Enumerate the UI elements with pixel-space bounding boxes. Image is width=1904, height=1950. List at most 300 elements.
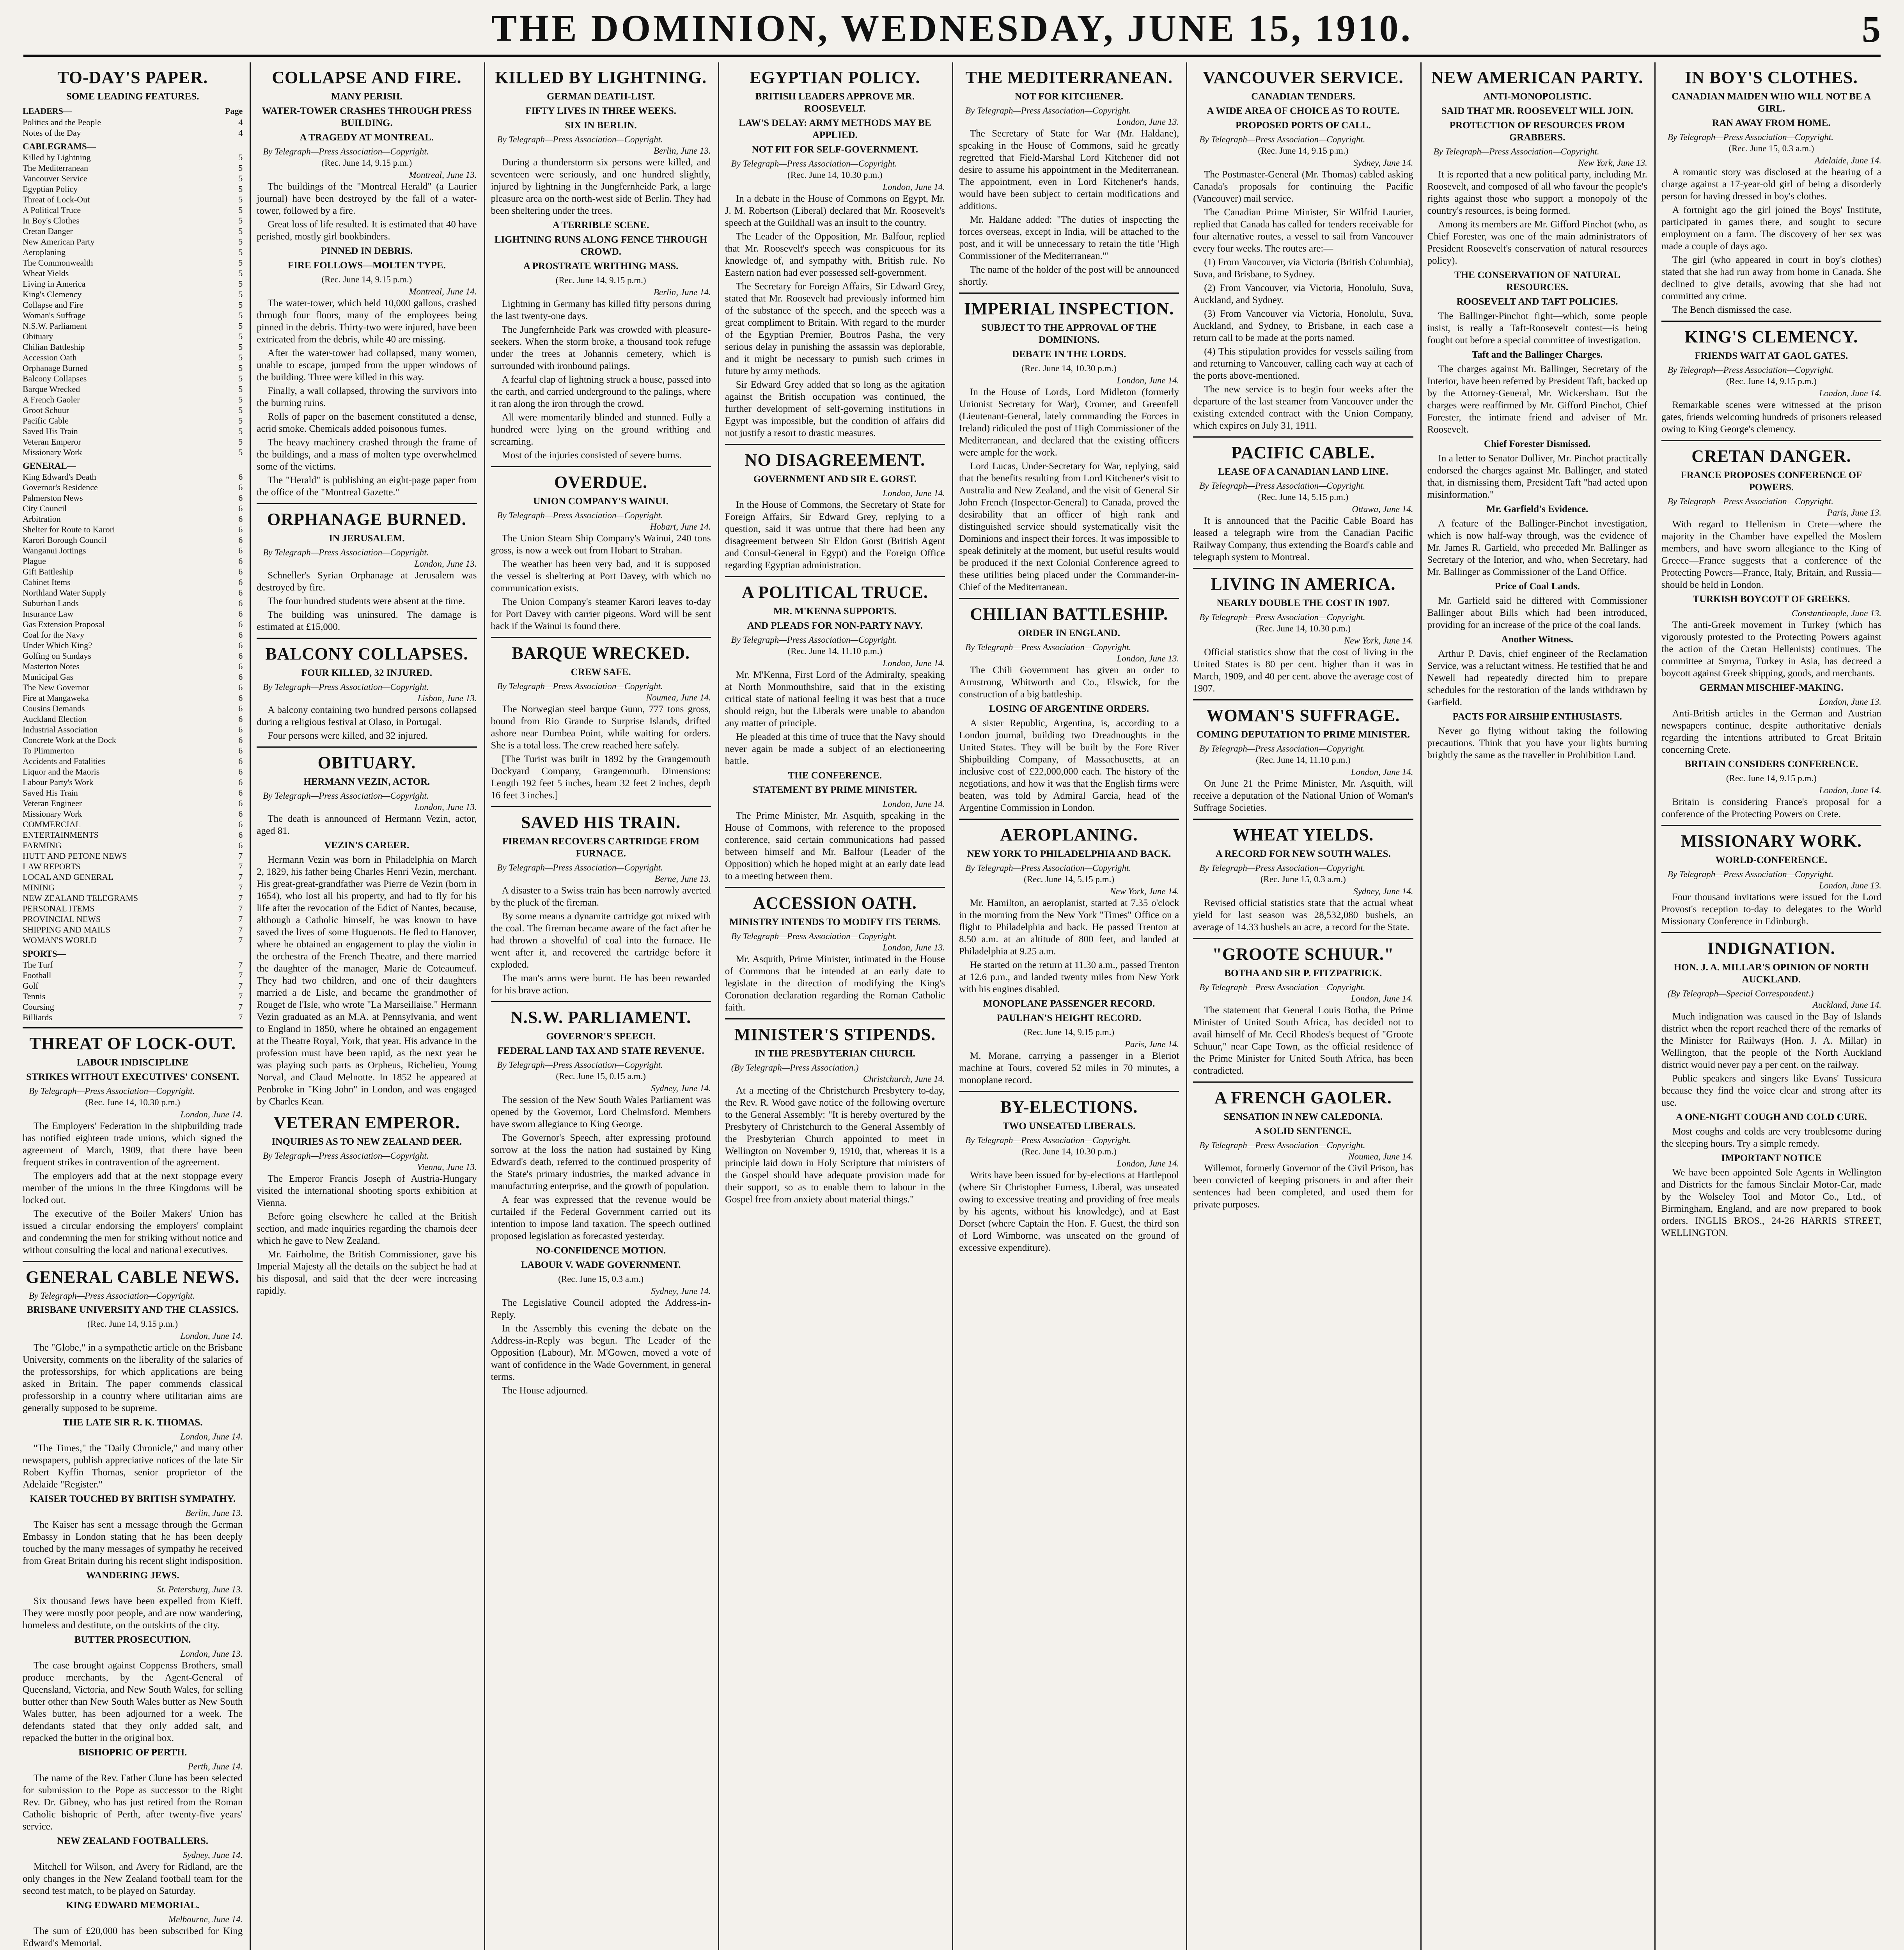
byline: By Telegraph—Press Association—Copyright.: [1199, 744, 1365, 753]
toc-row: [23, 924, 243, 935]
toc-page: 6: [238, 777, 243, 787]
byline: By Telegraph—Press Association—Copyright.: [263, 147, 429, 156]
toc-label: Cretan Danger: [23, 226, 73, 236]
paragraph: (3) From Vancouver via Victoria, Honolulu, Suva, Auckland, and Sydney, to Brisbane, in each case a return call to be made at the ports named.: [1193, 308, 1413, 343]
toc-page: 6: [238, 472, 243, 482]
article-separator: [1193, 819, 1413, 820]
toc-row: [23, 472, 243, 482]
paragraph: In a letter to Senator Dolliver, Mr. Pinchot practically endorsed the charges against Mr. Ballinger, and stated that, in dismissing them, President Taft "had acted upon misinformation.": [1427, 453, 1647, 500]
dateline: New York, June 13.: [1578, 158, 1647, 168]
toc-row: [23, 289, 243, 300]
toc-row: [23, 514, 243, 524]
subheading: Taft and the Ballinger Charges.: [1471, 349, 1603, 360]
toc-page: 7: [238, 872, 243, 882]
toc-label: Saved His Train: [23, 426, 78, 436]
toc-row: [23, 745, 243, 756]
toc-row: [23, 872, 243, 882]
paragraph: Anti-British articles in the German and Austrian newspapers continue, despite authoritative denials regarding the intentions attributed to Great Britain concerning Crete.: [1661, 708, 1881, 755]
subheading: CREW SAFE.: [571, 667, 631, 677]
subheading: FEDERAL LAND TAX AND STATE REVENUE.: [497, 1046, 704, 1056]
toc-label: Tennis: [23, 991, 46, 1001]
paragraph: A fortnight ago the girl joined the Boys' Institute, participated in games there, and sought to secure employment on a farm. The discovery of her sex was made a couple of days ago.: [1661, 205, 1881, 252]
toc-row: [23, 893, 243, 903]
dateline: London, June 13.: [1819, 697, 1881, 707]
subheading: BOTHA AND SIR P. FITZPATRICK.: [1224, 968, 1382, 979]
paragraph: A fear was expressed that the revenue would be curtailed if the Federal Government carried out its intention to impose land taxation. The speech outlined proposed legislation as forecasted yesterday.: [491, 1195, 711, 1241]
dateline: Sydney, June 14.: [1353, 886, 1413, 896]
headline: TO-DAY'S PAPER.: [57, 68, 208, 87]
subheading: PACTS FOR AIRSHIP ENTHUSIASTS.: [1452, 711, 1622, 722]
subheading: PINNED IN DEBRIS.: [321, 246, 413, 256]
column-3: [484, 62, 718, 1950]
toc-page: 7: [238, 883, 243, 892]
dateline: London, June 14.: [1819, 785, 1881, 795]
toc-label: N.S.W. Parliament: [23, 321, 87, 331]
dateline: Perth, June 14.: [188, 1762, 243, 1771]
toc-label: WOMAN'S WORLD: [23, 935, 97, 945]
subheading: ORDER IN ENGLAND.: [1018, 628, 1120, 638]
toc-page: 6: [238, 704, 243, 713]
paragraph: In the House of Commons, the Secretary of State for Foreign Affairs, Sir Edward Grey, replying to a question, said it was untrue that there had been any disagreement between Sir Eldon Gorst (British Agent and Consul-General in Egypt) and the Foreign Office regarding Egyptian administration.: [725, 500, 945, 571]
subheading: A PROSTRATE WRITHING MASS.: [523, 261, 679, 271]
subheading: INQUIRIES AS TO NEW ZEALAND DEER.: [271, 1136, 462, 1147]
toc-page: 5: [238, 437, 243, 447]
dateline: Paris, June 14.: [1124, 1039, 1179, 1049]
subheading: THE LATE SIR R. K. THOMAS.: [62, 1417, 203, 1428]
toc-label: Egyptian Policy: [23, 184, 78, 194]
subheading: GOVERNMENT AND SIR E. GORST.: [753, 474, 917, 484]
paragraph: The name of the holder of the post will be announced shortly.: [959, 264, 1179, 287]
subheading: AND PLEADS FOR NON-PARTY NAVY.: [747, 620, 923, 631]
toc-row: [23, 819, 243, 830]
dateline: Hobart, June 14.: [650, 522, 711, 532]
paragraph: Four thousand invitations were issued for the Lord Provost's reception to-day to delegates to the World Missionary Conference in Edinburgh.: [1661, 892, 1881, 927]
paragraph: The executive of the Boiler Makers' Union has issued a circular endorsing the employers' complaint and condemning the men for striking without notice and without consulting the local and national executives.: [23, 1209, 243, 1255]
paragraph: A fearful clap of lightning struck a house, passed into the earth, and carried underground to the palings, where it ran along the iron through the crowd.: [491, 374, 711, 409]
received-note: (Rec. June 14, 11.10 p.m.): [787, 646, 883, 656]
paragraph: The statement that General Louis Botha, the Prime Minister of United South Africa, has decided not to avail himself of Mr. Cecil Rhodes's bequest of "Groote Schuur," near Cape Town, as the official residence of the Prime Minister for United South Africa, has been contradicted.: [1193, 1005, 1413, 1076]
toc-label: Veteran Engineer: [23, 798, 82, 808]
subheading: BUTTER PROSECUTION.: [74, 1634, 191, 1645]
paragraph: We have been appointed Sole Agents in Wellington and Districts for the famous Sinclair Motor-Car, made by the Wolseley Tool and Motor Co., Ltd., of Birmingham, England, and are now prepared to book orders. INGLIS BROS., 24-26 HARRIS STREET, WELLINGTON.: [1661, 1167, 1881, 1238]
headline: SAVED HIS TRAIN.: [521, 813, 681, 832]
dateline: Sydney, June 14.: [651, 1083, 711, 1093]
dateline: Lisbon, June 13.: [417, 693, 477, 703]
page-number: 5: [1862, 8, 1881, 50]
dateline: London, June 14.: [1117, 376, 1179, 385]
toc-page: 5: [238, 342, 243, 352]
toc-label: Chilian Battleship: [23, 342, 85, 352]
article-separator: [959, 598, 1179, 599]
byline: By Telegraph—Press Association—Copyright.: [965, 642, 1131, 652]
toc-page: 6: [238, 840, 243, 850]
toc-label: Concrete Work at the Dock: [23, 735, 116, 745]
received-note: (Rec. June 14, 10.30 p.m.): [1021, 363, 1117, 373]
article-separator: [725, 1018, 945, 1019]
paragraph: Never go flying without taking the following precautions. Think that you have your lights burning brightly the same as the traveller in Prohibition Land.: [1427, 726, 1647, 760]
toc-label: In Boy's Clothes: [23, 216, 80, 225]
paragraph: In the Assembly this evening the debate on the Address-in-Reply was begun. The Leader of the Opposition (Labour), Mr. M'Gowen, moved a vote of want of confidence in the Wade Government, in general terms.: [491, 1323, 711, 1382]
toc-row: [23, 524, 243, 535]
toc-row: [23, 619, 243, 629]
toc-page: 5: [238, 332, 243, 341]
toc-row: [23, 194, 243, 205]
paragraph: Revised official statistics state that the actual wheat yield for last season was 28,532,080 bushels, an average of 14.33 bushels an acre, a record for the State.: [1193, 898, 1413, 932]
toc-row: [23, 970, 243, 980]
toc-header: [23, 105, 243, 117]
dateline: Constantinople, June 13.: [1792, 608, 1881, 618]
received-note: (Rec. June 14, 5.15 p.m.): [1024, 874, 1115, 884]
toc-label: Accidents and Fatalities: [23, 756, 105, 766]
paragraph: The Ballinger-Pinchot fight—which, some people insist, is really a Taft-Roosevelt contest—is being fought out before a special committee of investigation.: [1427, 311, 1647, 346]
toc-label: Arbitration: [23, 514, 61, 524]
toc-label: Fire at Mangaweka: [23, 693, 89, 703]
subheading: FIFTY LIVES IN THREE WEEKS.: [525, 106, 676, 116]
subheading: PROPOSED PORTS OF CALL.: [1235, 120, 1371, 131]
toc-label: Orphanage Burned: [23, 363, 88, 373]
toc-row: [23, 321, 243, 331]
received-note: (Rec. June 14, 9.15 p.m.): [1024, 1027, 1115, 1037]
byline: By Telegraph—Press Association—Copyright.: [1667, 869, 1834, 879]
paragraph: Most coughs and colds are very troublesome during the sleeping hours. Try a simple remedy.: [1661, 1126, 1881, 1149]
article-separator: [257, 746, 477, 748]
toc-page: 4: [238, 117, 243, 127]
toc-page: 6: [238, 735, 243, 745]
column-6: [1186, 62, 1420, 1950]
subheading: KING EDWARD MEMORIAL.: [66, 1900, 200, 1911]
toc-page: 5: [238, 279, 243, 289]
byline: By Telegraph—Press Association—Copyright.: [1199, 135, 1365, 144]
dateline: Berlin, June 13.: [653, 146, 711, 156]
toc-page: 6: [238, 546, 243, 555]
toc-label: Pacific Cable: [23, 416, 69, 425]
paragraph: The Secretary for Foreign Affairs, Sir Edward Grey, stated that Mr. Roosevelt had previously informed him of the substance of the speech, and the speech was a great compliment to Britain. With regard to the murder of the Egyptian Premier, Boutros Pasha, the very serious delay in punishing the assassin was deplorable, and it might be necessary to punish such crimes in future by army methods.: [725, 281, 945, 376]
paragraph: The Canadian Prime Minister, Sir Wilfrid Laurier, replied that Canada has called for tenders receivable for four alternative routes, a vessel to sail from Vancouver every four weeks. The routes are:—: [1193, 207, 1413, 254]
paragraph: Mr. Asquith, Prime Minister, intimated in the House of Commons that he intended at an early date to legislate in the direction of modifying the King's Coronation declaration regarding the Roman Catholic faith.: [725, 954, 945, 1013]
toc-label: Barque Wrecked: [23, 384, 80, 394]
paragraph: The buildings of the "Montreal Herald" (a Laurier journal) have been destroyed by the fall of a water-tower, followed by a fire.: [257, 181, 477, 216]
toc-row: [23, 163, 243, 173]
dateline: Sydney, June 14.: [183, 1850, 243, 1860]
toc-row: [23, 840, 243, 851]
byline: By Telegraph—Press Association—Copyright.: [1199, 612, 1365, 622]
toc-label: COMMERCIAL: [23, 819, 81, 829]
toc-page: 6: [238, 830, 243, 840]
toc-row: [23, 714, 243, 724]
paragraph: Mitchell for Wilson, and Avery for Ridland, are the only changes in the New Zealand football team for the second test match, to be played on Saturday.: [23, 1861, 243, 1896]
paragraph: Six thousand Jews have been expelled from Kieff. They were mostly poor people, and are now wandering, homeless and destitute, on the outskirts of the city.: [23, 1596, 243, 1631]
paragraph: In the House of Lords, Lord Midleton (formerly Unionist Secretary for War), Cromer, and Greenfell (Lieutenant-General, lately commanding the Forces in Ireland) ridiculed the post of High Commissioner of the Mediterranean, and declared that the existing officers were ample for the work.: [959, 387, 1179, 458]
byline: By Telegraph—Press Association—Copyright.: [1199, 1140, 1365, 1150]
headline: A FRENCH GAOLER.: [1214, 1088, 1392, 1107]
subheading: NOT FIT FOR SELF-GOVERNMENT.: [752, 144, 918, 155]
dateline: London, June 13.: [1117, 117, 1179, 127]
subheading: VEZIN'S CAREER.: [324, 840, 410, 851]
toc-row: [23, 535, 243, 545]
article-separator: [1193, 1081, 1413, 1083]
column-8: [1654, 62, 1888, 1950]
subheading: LABOUR INDISCIPLINE: [76, 1057, 189, 1068]
toc-page: 7: [238, 935, 243, 945]
toc-row: [23, 703, 243, 714]
toc-page: 5: [238, 363, 243, 373]
toc-page: 6: [238, 788, 243, 798]
byline: By Telegraph—Press Association—Copyright.: [1667, 496, 1834, 506]
article-separator: [725, 444, 945, 445]
dateline: London, June 13.: [180, 1649, 243, 1659]
paragraph: Public speakers and singers like Evans' Tussicura because they find the voice clear and strong after its use.: [1661, 1073, 1881, 1108]
paragraph: A feature of the Ballinger-Pinchot investigation, which is now half-way through, was the evidence of Mr. James R. Garfield, who preceded Mr. Ballinger as Secretary of the Interior, and who, when Secretary, had Mr. Ballinger as Commissioner of the Land Office.: [1427, 518, 1647, 577]
toc-label: Notes of the Day: [23, 128, 81, 138]
paragraph: Official statistics show that the cost of living in the United States is 80 per cent. higher than it was in March, 1909, and 40 per cent. above the average cost of 1907.: [1193, 647, 1413, 694]
dateline: Ottawa, June 14.: [1352, 504, 1413, 514]
toc-label: Balcony Collapses: [23, 374, 87, 383]
toc-row: [23, 777, 243, 787]
toc-page: 5: [238, 226, 243, 236]
subheading: TURKISH BOYCOTT OF GREEKS.: [1693, 594, 1850, 604]
headline: CHILIAN BATTLESHIP.: [970, 604, 1168, 624]
toc-row: [23, 1012, 243, 1023]
paragraph: Rolls of paper on the basement constituted a dense, acrid smoke. Chemicals added poisonous fumes.: [257, 411, 477, 434]
article-separator: [959, 292, 1179, 294]
toc-page: 6: [238, 577, 243, 587]
toc-row: [23, 363, 243, 373]
column-1: [16, 62, 250, 1950]
toc-row: [23, 587, 243, 598]
paragraph: Great loss of life resulted. It is estimated that 40 have perished, mostly girl bookbinders.: [257, 219, 477, 242]
paragraph: Most of the injuries consisted of severe burns.: [502, 450, 682, 461]
subheading: WORLD-CONFERENCE.: [1715, 855, 1828, 865]
toc-label: Collapse and Fire: [23, 300, 83, 310]
byline: By Telegraph—Press Association—Copyright.: [1199, 863, 1365, 873]
paragraph: The Legislative Council adopted the Address-in-Reply.: [491, 1298, 711, 1320]
toc-row: [23, 493, 243, 503]
dateline: London, June 14.: [180, 1110, 243, 1119]
toc-label: Municipal Gas: [23, 672, 74, 682]
dateline: London, June 14.: [883, 658, 945, 668]
headline: MISSIONARY WORK.: [1681, 831, 1862, 851]
subheading: LIGHTNING RUNS ALONG FENCE THROUGH CROWD.: [494, 234, 707, 257]
subheading: PAULHAN'S HEIGHT RECORD.: [996, 1013, 1142, 1023]
headline: EGYPTIAN POLICY.: [750, 68, 920, 87]
received-note: (Rec. June 14, 9.15 p.m.): [1258, 146, 1349, 156]
toc-row: [23, 173, 243, 184]
toc-row: [23, 959, 243, 970]
toc-label: ENTERTAINMENTS: [23, 830, 99, 840]
paragraph: The Prime Minister, Mr. Asquith, speaking in the House of Commons, with reference to the proposed conference, said certain communications had passed between himself and Mr. Balfour (Leader of the Opposition) which he hoped might at an early date lead to a meeting between them.: [725, 810, 945, 881]
toc-label: Saved His Train: [23, 788, 78, 798]
headline: NO DISAGREEMENT.: [745, 450, 925, 470]
subheading: A RECORD FOR NEW SOUTH WALES.: [1215, 849, 1391, 859]
dateline: New York, June 14.: [1344, 636, 1413, 645]
subheading: CANADIAN MAIDEN WHO WILL NOT BE A GIRL.: [1672, 91, 1871, 114]
toc-label: To Plimmerton: [23, 746, 74, 755]
subheading: MONOPLANE PASSENGER RECORD.: [983, 998, 1155, 1009]
toc-category: GENERAL—: [23, 461, 76, 471]
toc-page: 7: [238, 904, 243, 913]
paragraph: A romantic story was disclosed at the hearing of a charge against a 17-year-old girl of being a disorderly person for having dressed in boy's clothes.: [1661, 167, 1881, 202]
subheading: IN JERUSALEM.: [329, 533, 405, 544]
toc-row: [23, 394, 243, 405]
toc-label: Accession Oath: [23, 353, 77, 362]
paragraph: A sister Republic, Argentina, is, according to a London journal, building two Dreadnoughts in the United States. They will be built by the Fore River Shipbuilding Company, of Massachusetts, at an inclusive cost of £22,000,000 each. The history of the negotiations, and how it was that the English firms were beaten, was told by Admiral Garcia, head of the Argentine Commission in London.: [959, 718, 1179, 813]
dateline: London, June 13.: [414, 802, 477, 812]
toc-row: [23, 278, 243, 289]
received-note: (Rec. June 14, 11.10 p.m.): [1256, 755, 1351, 765]
toc-row: [23, 556, 243, 566]
paragraph: "The Times," the "Daily Chronicle," and many other newspapers, publish appreciative notices of the late Sir Robert Kyffin Thomas, senior proprietor of the Adelaide "Register.": [23, 1443, 243, 1490]
toc-label: City Council: [23, 503, 67, 513]
paragraph: Lord Lucas, Under-Secretary for War, replying, said that the benefits resulting from Lord Kitchener's visit to Australia and New Zealand, and the visit of General Sir John French (Inspector-General) to Canada, proved the desirability that an officer of high rank and distinguished service should systematically visit the Dominions and inspect their forces. It was impossible to speak definitely at the moment, but useful results would be produced if the next Colonial Conference agreed to these utilities being placed under the Commander-in-Chief of the Mediterranean.: [959, 461, 1179, 592]
dateline: London, June 14.: [883, 799, 945, 809]
subheading: THE CONSERVATION OF NATURAL RESOURCES.: [1454, 270, 1620, 292]
subheading: TWO UNSEATED LIBERALS.: [1002, 1121, 1136, 1131]
toc-row: [23, 545, 243, 556]
dateline: London, June 14.: [180, 1331, 243, 1341]
toc-page: 6: [238, 809, 243, 819]
toc-label: Industrial Association: [23, 725, 98, 734]
paragraph: The Bench dismissed the case.: [1672, 305, 1792, 315]
paragraph: The man's arms were burnt. He has been rewarded for his brave action.: [491, 973, 711, 996]
toc-row: [23, 851, 243, 861]
toc-label: SHIPPING AND MAILS: [23, 925, 110, 934]
toc-page: 7: [238, 925, 243, 934]
toc-page: 5: [238, 195, 243, 204]
article-separator: [257, 503, 477, 504]
subheading: FOUR KILLED, 32 INJURED.: [301, 668, 433, 678]
toc-page: 7: [238, 1012, 243, 1022]
paragraph: He pleaded at this time of truce that the Navy should never again be made a subject of an electioneering battle.: [725, 732, 945, 766]
paragraph: The Emperor Francis Joseph of Austria-Hungary visited the international shooting sports exhibition at Vienna.: [257, 1174, 477, 1208]
headline: VETERAN EMPEROR.: [273, 1113, 460, 1132]
toc-label: Football: [23, 970, 51, 980]
toc-label: Veteran Emperor: [23, 437, 81, 447]
toc-row: [23, 373, 243, 384]
dateline: London, June 14.: [1819, 388, 1881, 398]
toc-row: [23, 503, 243, 514]
received-note: (Rec. June 14, 10.30 p.m.): [1021, 1147, 1117, 1156]
subheading: CANADIAN TENDERS.: [1251, 91, 1355, 102]
toc-page: 6: [238, 630, 243, 640]
toc-page: 6: [238, 619, 243, 629]
toc-row: [23, 980, 243, 991]
toc-label: King's Clemency: [23, 289, 82, 299]
dateline: Berlin, June 13.: [185, 1508, 243, 1518]
article-separator: [1193, 568, 1413, 569]
toc-row: [23, 735, 243, 745]
toc-page: 5: [238, 268, 243, 278]
toc-page: 5: [238, 205, 243, 215]
paragraph: After the water-tower had collapsed, many women, unable to escape, jumped from the upper windows of the building. Three were killed in this way.: [257, 348, 477, 383]
paragraph: The four hundred students were absent at the time.: [268, 596, 465, 606]
article-separator: [491, 1001, 711, 1002]
toc-label: Woman's Suffrage: [23, 310, 86, 320]
headline: LIVING IN AMERICA.: [1211, 574, 1396, 594]
toc-page: 6: [238, 725, 243, 734]
toc-label: Wheat Yields: [23, 268, 69, 278]
dateline: Noumea, June 14.: [1348, 1152, 1413, 1161]
paragraph: The case brought against Coppenss Brothers, small produce merchants, by the Agent-General of Queensland, Victoria, and New South Wales, for selling butter other than New South Wales butter as New South Wales butter, has been adjourned for a week. The defendants stated that they only added salt, and repacked the butter in the original box.: [23, 1660, 243, 1743]
byline: By Telegraph—Press Association—Copyright.: [263, 791, 429, 801]
headline: IMPERIAL INSPECTION.: [964, 299, 1174, 318]
toc-page: 5: [238, 152, 243, 162]
toc-page: 6: [238, 672, 243, 682]
subheading: MINISTRY INTENDS TO MODIFY ITS TERMS.: [729, 917, 941, 927]
toc-row: [23, 405, 243, 415]
toc-page: 5: [238, 405, 243, 415]
toc-page: 5: [238, 395, 243, 404]
toc-row: [23, 152, 243, 163]
subheading: A WIDE AREA OF CHOICE AS TO ROUTE.: [1207, 106, 1400, 116]
toc-row: [23, 236, 243, 247]
toc-page: 7: [238, 991, 243, 1001]
headline: IN BOY'S CLOTHES.: [1685, 68, 1858, 87]
toc-label: Aeroplaning: [23, 247, 66, 257]
toc-row: [23, 651, 243, 661]
toc-page: 5: [238, 300, 243, 310]
subheading: NO-CONFIDENCE MOTION.: [535, 1245, 666, 1256]
paragraph: Much indignation was caused in the Bay of Islands district when the report reached there of the remarks of the Minister for Railways (Hon. J. A. Millar) in Wellington, that the people of the North Auckland district would never pay a per cent. on the railway.: [1661, 1011, 1881, 1070]
byline: By Telegraph—Press Association—Copyright.: [1667, 365, 1834, 375]
received-note: (Rec. June 14, 9.15 p.m.): [321, 158, 412, 168]
subheading: BISHOPRIC OF PERTH.: [78, 1747, 187, 1758]
byline: By Telegraph—Press Association—Copyright.: [497, 1060, 663, 1070]
paragraph: The Chili Government has given an order to Armstrong, Whitworth and Co., Elswick, for the construction of a big battleship.: [959, 665, 1179, 700]
toc-page: 5: [238, 258, 243, 268]
toc-label: New American Party: [23, 237, 95, 246]
toc-page: 5: [238, 374, 243, 383]
paragraph: The name of the Rev. Father Clune has been selected for submission to the Pope as successor to the Right Rev. Dr. Gibney, who has just retired from the Roman Catholic bishopric of Perth, after twenty-five years' service.: [23, 1773, 243, 1832]
toc-label: Labour Party's Work: [23, 777, 94, 787]
subheading: A TRAGEDY AT MONTREAL.: [300, 132, 434, 143]
received-note: (Rec. June 14, 9.15 p.m.): [321, 275, 412, 284]
toc-page: 6: [238, 482, 243, 492]
toc-page: 5: [238, 184, 243, 194]
byline: By Telegraph—Press Association—Copyright.: [1199, 481, 1365, 491]
headline: BARQUE WRECKED.: [512, 644, 690, 663]
dateline: Noumea, June 14.: [646, 693, 711, 702]
toc-label: Missionary Work: [23, 809, 82, 819]
toc-label: FARMING: [23, 840, 62, 850]
toc-page: 6: [238, 609, 243, 619]
toc-label: Missionary Work: [23, 447, 82, 457]
toc-label: Liquor and the Maoris: [23, 767, 100, 776]
toc-page: 6: [238, 525, 243, 534]
subheading: SOME LEADING FEATURES.: [66, 91, 199, 102]
toc-label: A French Gaoler: [23, 395, 80, 404]
headline: WOMAN'S SUFFRAGE.: [1206, 706, 1400, 725]
article-separator: [1193, 938, 1413, 939]
paragraph: A disaster to a Swiss train has been narrowly averted by the pluck of the fireman.: [491, 885, 711, 908]
toc-row: [23, 693, 243, 703]
toc-label: MINING: [23, 883, 55, 892]
dateline: London, June 14.: [883, 488, 945, 498]
toc-row: [23, 436, 243, 447]
toc-page: 6: [238, 640, 243, 650]
toc-page: 6: [238, 503, 243, 513]
headline: NEW AMERICAN PARTY.: [1431, 68, 1643, 87]
dateline: New York, June 14.: [1110, 886, 1179, 896]
headline: KILLED BY LIGHTNING.: [495, 68, 707, 87]
toc-label: Threat of Lock-Out: [23, 195, 90, 204]
paragraph: In a debate in the House of Commons on Egypt, Mr. J. M. Robertson (Liberal) declared that Mr. Roosevelt's speech at the Guildhall was an insult to the country.: [725, 193, 945, 228]
headline: "GROOTE SCHUUR.": [1212, 945, 1394, 964]
toc-label: Vancouver Service: [23, 174, 87, 183]
subheading: A SOLID SENTENCE.: [1255, 1126, 1352, 1136]
headline: N.S.W. PARLIAMENT.: [510, 1008, 691, 1027]
paragraph: Before going elsewhere he called at the British section, and made inquiries regarding the chamois deer which he gave to New Zealand.: [257, 1211, 477, 1246]
toc-label: Cousins Demands: [23, 704, 85, 713]
